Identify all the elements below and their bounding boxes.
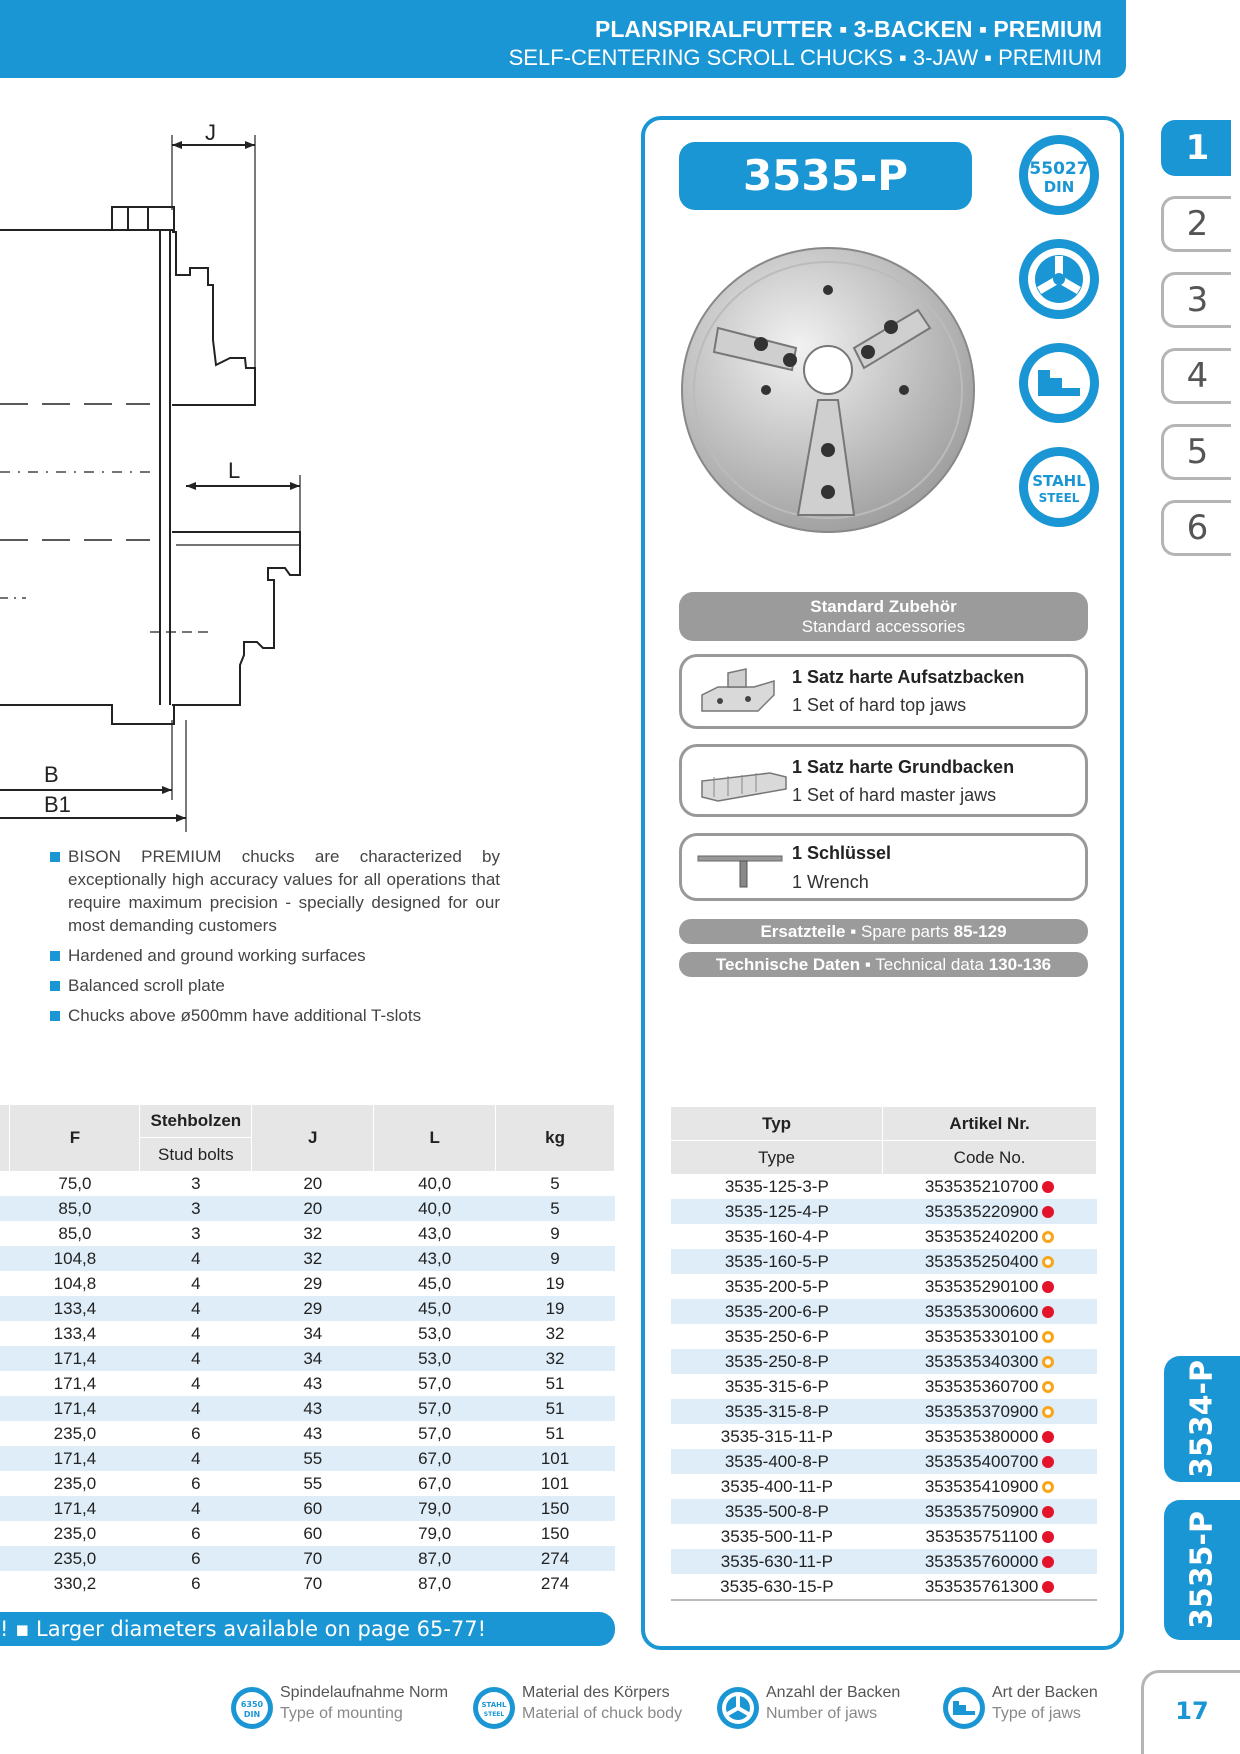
table-cell: 3 <box>140 1196 252 1221</box>
svg-text:55027: 55027 <box>1029 159 1089 179</box>
table-cell: 57,0 <box>418 1423 452 1443</box>
table-row <box>671 1524 1097 1549</box>
table-row <box>0 1271 615 1296</box>
table-cell: 4 <box>191 1323 201 1343</box>
table-cell: 43,0 <box>374 1246 496 1271</box>
table-cell: 4 <box>140 1296 252 1321</box>
table-row <box>0 1421 615 1446</box>
table-cell: 171,4 <box>10 1396 140 1421</box>
svg-text:STEEL: STEEL <box>1038 491 1080 505</box>
table-cell: 9 <box>496 1246 615 1271</box>
col-f: F <box>10 1105 140 1171</box>
type-cell: 3535-200-5-P <box>724 1276 829 1296</box>
wrench-image <box>696 850 786 890</box>
table-cell: 53,0 <box>374 1346 496 1371</box>
table-row <box>0 1371 615 1396</box>
feature-item: Hardened and ground working surfaces <box>48 944 500 967</box>
table-cell: 32 <box>496 1346 615 1371</box>
table-cell: 32 <box>252 1246 374 1271</box>
type-cell: 3535-160-4-P <box>724 1226 829 1246</box>
table-cell: 75,0 <box>58 1173 92 1193</box>
table-row <box>0 1221 615 1246</box>
table-cell: 5 <box>550 1173 560 1193</box>
master-jaws-image <box>698 759 788 809</box>
tab-6[interactable]: 6 <box>1161 500 1231 556</box>
table-cell: 34 <box>303 1323 323 1343</box>
table-cell: 70 <box>252 1546 374 1571</box>
svg-text:DIN: DIN <box>243 1710 261 1719</box>
svg-text:STAHL: STAHL <box>481 1701 507 1709</box>
col-kg: kg <box>496 1105 615 1171</box>
code-cell: 353535370900 <box>883 1399 1097 1424</box>
table-cell: 6 <box>191 1523 201 1543</box>
type-cell: 3535-630-15-P <box>720 1576 834 1596</box>
table-cell: 19 <box>545 1273 565 1293</box>
table-cell: 101 <box>540 1473 570 1493</box>
type-cell: 3535-250-6-P <box>724 1326 829 1346</box>
table-cell: 150 <box>540 1523 570 1543</box>
table-cell: 6 <box>191 1423 201 1443</box>
table-cell: 40,0 <box>374 1196 496 1221</box>
table-row <box>671 1574 1097 1600</box>
table-cell: 235,0 <box>53 1423 97 1443</box>
status-dot-red-icon <box>1042 1181 1054 1193</box>
col-l: L <box>374 1105 496 1171</box>
status-dot-red-icon <box>1042 1281 1054 1293</box>
accessory-label-en: 1 Set of hard master jaws <box>792 785 997 805</box>
type-cell: 3535-500-8-P <box>671 1499 883 1524</box>
table-cell: 330,2 <box>53 1573 97 1593</box>
table-cell: 60 <box>303 1523 323 1543</box>
tab-5[interactable]: 5 <box>1161 424 1231 480</box>
table-cell: 55 <box>252 1446 374 1471</box>
table-cell: 43,0 <box>418 1223 452 1243</box>
bullet-icon <box>50 1011 60 1021</box>
page-number: 17 <box>1141 1670 1240 1754</box>
type-cell: 3535-400-8-P <box>671 1449 883 1474</box>
table-cell: 57,0 <box>374 1396 496 1421</box>
table-row <box>671 1324 1097 1349</box>
table-row <box>671 1224 1097 1249</box>
svg-text:DIN: DIN <box>1043 178 1075 196</box>
table-cell: 235,0 <box>53 1523 97 1543</box>
table-cell: 4 <box>191 1373 201 1393</box>
accessory-label-en: 1 Wrench <box>792 872 869 892</box>
table-cell: 5 <box>496 1196 615 1221</box>
din-badge-icon <box>1016 132 1102 218</box>
table-cell: 104,8 <box>53 1273 97 1293</box>
status-dot-red-icon <box>1042 1306 1054 1318</box>
feature-item: BISON PREMIUM chucks are characterized by exceptionally high accuracy values for all operations that require maximum precision - specially designed for our most demanding customers <box>48 845 500 937</box>
vertical-tab-3535-p[interactable]: 3535-P <box>1164 1500 1240 1640</box>
legend-material: STAHL STEEL Material des Körpers Material of chuck body <box>472 1686 516 1734</box>
svg-text:STAHL: STAHL <box>1032 472 1086 490</box>
type-cell: 3535-160-5-P <box>671 1249 883 1274</box>
status-ring-orange-icon <box>1042 1256 1054 1268</box>
table-cell: 101 <box>496 1446 615 1471</box>
table-cell: 85,0 <box>10 1196 140 1221</box>
col-typ: Typ <box>671 1107 883 1141</box>
table-row <box>0 1171 615 1196</box>
code-cell: 353535240200 <box>883 1224 1097 1249</box>
table-cell: 60 <box>252 1496 374 1521</box>
code-cell: 353535360700 <box>883 1374 1097 1399</box>
table-cell: 85,0 <box>58 1223 92 1243</box>
status-dot-red-icon <box>1042 1556 1054 1568</box>
table-row <box>0 1446 615 1471</box>
table-cell: 9 <box>550 1223 560 1243</box>
table-cell: 3 <box>191 1223 201 1243</box>
table-cell: 133,4 <box>10 1296 140 1321</box>
three-jaw-icon <box>716 1686 760 1730</box>
table-row <box>671 1424 1097 1449</box>
three-jaw-badge-icon <box>1016 236 1102 322</box>
label-b: B <box>44 762 59 787</box>
accessory-label-de: 1 Schlüssel <box>792 843 892 863</box>
table-cell: 4 <box>140 1246 252 1271</box>
header-title-de: PLANSPIRALFUTTER ▪ 3-BACKEN ▪ PREMIUM <box>595 16 1102 42</box>
tab-2[interactable]: 2 <box>1161 196 1231 252</box>
code-cell: 353535751100 <box>883 1524 1097 1549</box>
table-cell: 4 <box>191 1273 201 1293</box>
type-cell: 3535-315-6-P <box>724 1376 829 1396</box>
table-row <box>0 1396 615 1421</box>
tab-4[interactable]: 4 <box>1161 348 1231 404</box>
spare-parts-link[interactable]: Ersatzteile ▪ Spare parts 85-129 <box>679 919 1088 944</box>
table-cell: 79,0 <box>374 1496 496 1521</box>
accessory-wrench <box>679 833 1088 901</box>
table-cell: 6 <box>191 1573 201 1593</box>
table-row <box>671 1299 1097 1324</box>
status-ring-orange-icon <box>1042 1406 1054 1418</box>
table-row <box>671 1499 1097 1524</box>
table-row <box>0 1521 615 1546</box>
table-cell: 32 <box>545 1323 565 1343</box>
table-cell: 171,4 <box>10 1346 140 1371</box>
col-studs-de: Stehbolzen <box>140 1105 252 1138</box>
type-cell: 3535-630-11-P <box>671 1549 883 1574</box>
table-row <box>0 1296 615 1321</box>
larger-diameters-note: ! ▪ Larger diameters available on page 65-77! <box>0 1612 615 1646</box>
table-row <box>671 1449 1097 1474</box>
type-cell: 3535-125-3-P <box>724 1176 829 1196</box>
table-cell: 171,4 <box>53 1373 97 1393</box>
table-cell: 67,0 <box>374 1446 496 1471</box>
code-cell: 353535761300 <box>883 1574 1097 1600</box>
table-cell: 4 <box>140 1496 252 1521</box>
col-studs-en: Stud bolts <box>140 1138 252 1172</box>
table-cell: 40,0 <box>418 1173 452 1193</box>
table-cell: 6 <box>140 1546 252 1571</box>
table-cell: 4 <box>140 1446 252 1471</box>
type-cell: 3535-315-8-P <box>671 1399 883 1424</box>
table-cell: 43 <box>252 1396 374 1421</box>
table-cell: 150 <box>496 1496 615 1521</box>
accessory-master-jaws <box>679 744 1088 817</box>
table-cell: 53,0 <box>418 1323 452 1343</box>
table-cell: 29 <box>252 1296 374 1321</box>
label-j: J <box>205 120 216 145</box>
table-cell: 87,0 <box>374 1546 496 1571</box>
table-cell: 6 <box>191 1473 201 1493</box>
status-dot-red-icon <box>1042 1456 1054 1468</box>
accessory-top-jaws <box>679 654 1088 729</box>
status-dot-red-icon <box>1042 1206 1054 1218</box>
table-row <box>671 1549 1097 1574</box>
code-cell: 353535750900 <box>883 1499 1097 1524</box>
codes-table <box>671 1107 1097 1601</box>
code-cell: 353535340300 <box>883 1349 1097 1374</box>
table-cell: 87,0 <box>418 1573 452 1593</box>
table-row <box>0 1346 615 1371</box>
bullet-icon <box>50 852 60 862</box>
type-cell: 3535-500-11-P <box>720 1526 833 1546</box>
table-cell: 43 <box>303 1373 323 1393</box>
table-row <box>671 1349 1097 1374</box>
table-cell: 55 <box>303 1473 323 1493</box>
table-cell: 45,0 <box>374 1296 496 1321</box>
table-row <box>0 1571 615 1596</box>
status-dot-red-icon <box>1042 1531 1054 1543</box>
table-row <box>671 1474 1097 1499</box>
status-dot-red-icon <box>1042 1506 1054 1518</box>
accessory-label-de: 1 Satz harte Aufsatzbacken <box>792 667 1025 687</box>
dimensions-table <box>0 1105 615 1596</box>
col-code: Code No. <box>883 1141 1097 1175</box>
table-cell: 57,0 <box>418 1373 452 1393</box>
table-cell: 29 <box>303 1273 323 1293</box>
table-row <box>0 1196 615 1221</box>
table-row <box>671 1399 1097 1424</box>
table-cell: 171,4 <box>10 1496 140 1521</box>
feature-item: Balanced scroll plate <box>48 974 500 997</box>
status-ring-orange-icon <box>1042 1331 1054 1343</box>
type-cell: 3535-250-8-P <box>671 1349 883 1374</box>
col-type: Type <box>671 1141 883 1175</box>
type-cell: 3535-400-11-P <box>720 1476 833 1496</box>
table-cell: 19 <box>496 1296 615 1321</box>
label-b1: B1 <box>44 792 71 817</box>
status-dot-red-icon <box>1042 1581 1054 1593</box>
header-title-en: SELF-CENTERING SCROLL CHUCKS ▪ 3-JAW ▪ PREMIUM <box>508 45 1102 70</box>
bullet-icon <box>50 951 60 961</box>
tab-1[interactable]: 1 <box>1161 120 1231 176</box>
legend-number-of-jaws: Anzahl der Backen Number of jaws <box>716 1686 760 1734</box>
table-cell: 235,0 <box>10 1546 140 1571</box>
tab-3[interactable]: 3 <box>1161 272 1231 328</box>
legend-mounting: 6350 DIN Spindelaufnahme Norm Type of mounting <box>230 1686 274 1734</box>
steel-badge-icon <box>1016 444 1102 530</box>
accessory-label-en: 1 Set of hard top jaws <box>792 695 967 715</box>
code-cell: 353535290100 <box>883 1274 1097 1299</box>
table-row <box>0 1471 615 1496</box>
accessories-header: Standard Zubehör Standard accessories <box>679 592 1088 641</box>
table-cell: 51 <box>545 1423 565 1443</box>
type-cell: 3535-200-6-P <box>671 1299 883 1324</box>
table-cell: 3 <box>191 1173 201 1193</box>
product-name: 3535-P <box>679 142 972 210</box>
table-cell: 274 <box>496 1546 615 1571</box>
header-banner <box>0 0 1126 78</box>
table-row <box>671 1249 1097 1274</box>
feature-item: Chucks above ø500mm have additional T-slots <box>48 1004 500 1027</box>
type-cell: 3535-125-4-P <box>671 1199 883 1224</box>
table-row <box>671 1199 1097 1224</box>
table-cell: 32 <box>303 1223 323 1243</box>
table-cell: 51 <box>496 1396 615 1421</box>
table-cell: 79,0 <box>418 1523 452 1543</box>
status-dot-red-icon <box>1042 1431 1054 1443</box>
code-cell: 353535410900 <box>883 1474 1097 1499</box>
code-cell: 353535400700 <box>883 1449 1097 1474</box>
code-cell: 353535250400 <box>883 1249 1097 1274</box>
table-cell: 67,0 <box>418 1473 452 1493</box>
code-cell: 353535220900 <box>883 1199 1097 1224</box>
type-cell: 3535-315-11-P <box>720 1426 833 1446</box>
svg-text:6350: 6350 <box>240 1700 264 1709</box>
table-cell: 34 <box>252 1346 374 1371</box>
table-cell: 45,0 <box>418 1273 452 1293</box>
table-row <box>671 1374 1097 1399</box>
code-cell: 353535330100 <box>883 1324 1097 1349</box>
table-row <box>0 1496 615 1521</box>
code-cell: 353535300600 <box>883 1299 1097 1324</box>
table-row <box>671 1274 1097 1299</box>
code-cell: 353535210700 <box>883 1174 1097 1199</box>
table-cell: 4 <box>140 1346 252 1371</box>
steel-icon <box>472 1686 516 1730</box>
table-cell: 20 <box>303 1173 323 1193</box>
status-ring-orange-icon <box>1042 1356 1054 1368</box>
legend-type-of-jaws: Art der Backen Type of jaws <box>942 1686 986 1734</box>
table-cell: 70 <box>303 1573 323 1593</box>
table-row <box>0 1246 615 1271</box>
table-cell: 104,8 <box>10 1246 140 1271</box>
jaw-type-badge-icon <box>1016 340 1102 426</box>
din-6350-icon <box>230 1686 274 1730</box>
table-cell: 133,4 <box>53 1323 97 1343</box>
feature-list <box>48 845 500 1034</box>
table-row <box>671 1174 1097 1199</box>
bullet-icon <box>50 981 60 991</box>
code-cell: 353535380000 <box>883 1424 1097 1449</box>
table-cell: 43 <box>303 1423 323 1443</box>
accessory-label-de: 1 Satz harte Grundbacken <box>792 757 1015 777</box>
technical-drawing <box>0 110 320 850</box>
jaw-type-icon <box>942 1686 986 1730</box>
table-row <box>0 1321 615 1346</box>
col-artikel: Artikel Nr. <box>883 1107 1097 1141</box>
table-row <box>0 1546 615 1571</box>
table-cell: 20 <box>252 1196 374 1221</box>
chuck-product-image <box>678 240 978 540</box>
code-cell: 353535760000 <box>883 1549 1097 1574</box>
table-cell: 51 <box>545 1373 565 1393</box>
status-ring-orange-icon <box>1042 1231 1054 1243</box>
top-jaws-image <box>698 667 778 717</box>
table-cell: 274 <box>540 1573 570 1593</box>
col-j: J <box>252 1105 374 1171</box>
status-ring-orange-icon <box>1042 1381 1054 1393</box>
label-l: L <box>228 458 241 483</box>
vertical-tab-3534-p[interactable]: 3534-P <box>1164 1356 1240 1482</box>
status-ring-orange-icon <box>1042 1481 1054 1493</box>
technical-data-link[interactable]: Technische Daten ▪ Technical data 130-136 <box>679 952 1088 977</box>
table-cell: 171,4 <box>10 1446 140 1471</box>
table-cell: 235,0 <box>53 1473 97 1493</box>
svg-text:STEEL: STEEL <box>483 1711 505 1718</box>
table-cell: 4 <box>140 1396 252 1421</box>
